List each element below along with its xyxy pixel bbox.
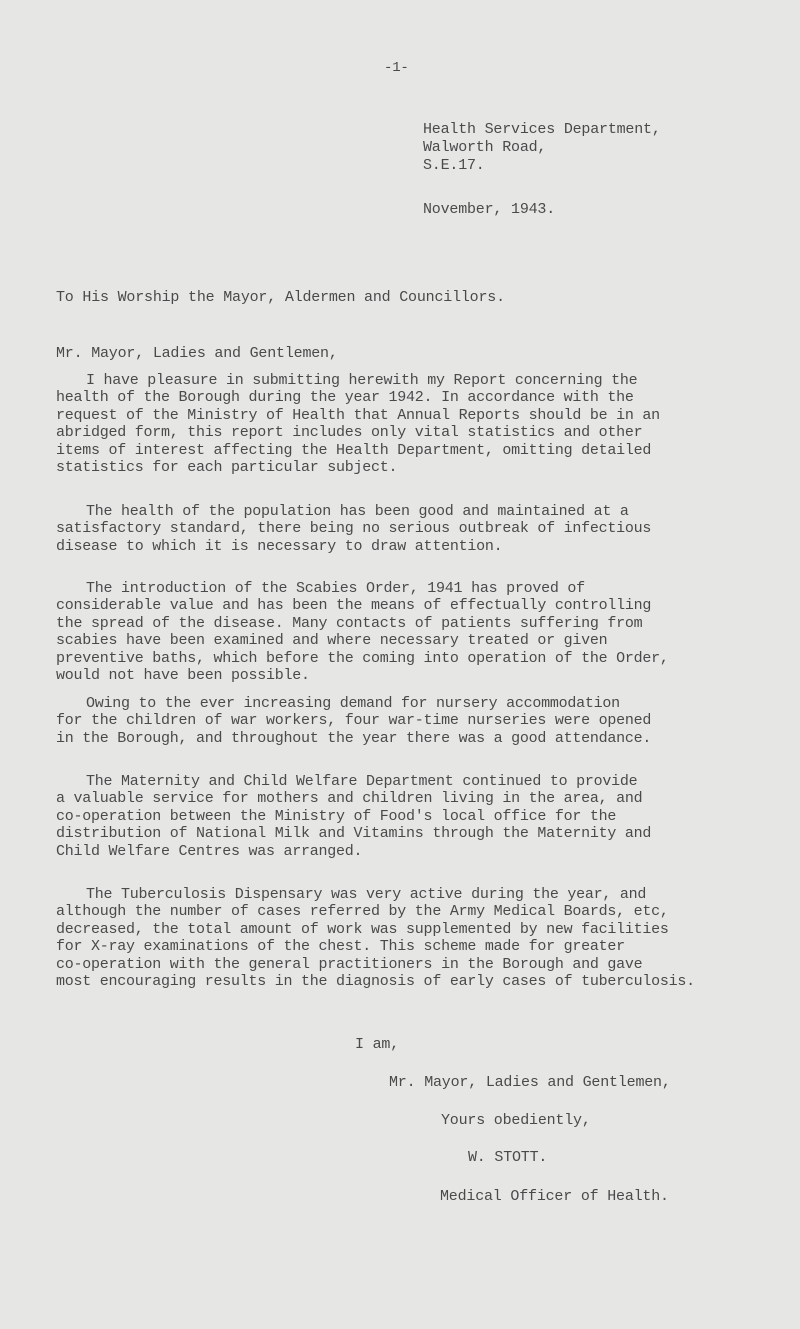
text-line: decreased, the total amount of work was supplemented by new facilities xyxy=(56,920,669,938)
text-line: Owing to the ever increasing demand for nursery accommodation xyxy=(86,695,620,712)
text-line: health of the Borough during the year 1942. In accordance with the xyxy=(56,389,634,407)
closing-i-am: I am, xyxy=(355,1036,400,1053)
text-line: co-operation between the Ministry of Food's local office for the xyxy=(56,807,617,825)
paragraph-tuberculosis xyxy=(56,886,796,990)
text-line: co-operation with the general practitioners in the Borough and gave xyxy=(56,955,643,973)
text-line: scabies have been examined and where necessary treated or given xyxy=(56,632,608,650)
paragraph-nurseries xyxy=(56,695,796,747)
address-department: Health Services Department, xyxy=(423,121,661,138)
text-line: for the children of war workers, four war-time nurseries were opened xyxy=(56,712,652,730)
signatory-title: Medical Officer of Health. xyxy=(440,1188,669,1205)
text-line: for X-ray examinations of the chest. This scheme made for greater xyxy=(56,938,625,956)
text-line: most encouraging results in the diagnosis of early cases of tuberculosis. xyxy=(56,973,695,991)
address-postcode: S.E.17. xyxy=(423,157,485,174)
closing-yours: Yours obediently, xyxy=(441,1112,591,1129)
text-line: request of the Ministry of Health that Annual Reports should be in an xyxy=(56,406,660,424)
signatory-name: W. STOTT. xyxy=(468,1149,548,1166)
paragraph-annual-report xyxy=(56,372,796,476)
closing-address-line: Mr. Mayor, Ladies and Gentlemen, xyxy=(389,1074,671,1091)
text-line: The Tuberculosis Dispensary was very active during the year, and xyxy=(86,886,647,903)
text-line: abridged form, this report includes only vital statistics and other xyxy=(56,424,643,442)
paragraph-health xyxy=(56,503,796,555)
text-line: would not have been possible. xyxy=(56,667,310,685)
page-number: -1- xyxy=(384,60,409,76)
text-line: statistics for each particular subject. xyxy=(56,459,398,477)
text-line: satisfactory standard, there being no serious outbreak of infectious xyxy=(56,520,652,538)
text-line: disease to which it is necessary to draw attention. xyxy=(56,537,503,555)
text-line: The Maternity and Child Welfare Department continued to provide xyxy=(86,773,638,790)
text-line: items of interest affecting the Health Department, omitting detailed xyxy=(56,441,652,459)
letter-date: November, 1943. xyxy=(423,201,556,218)
text-line: considerable value and has been the means of effectually controlling xyxy=(56,597,652,615)
text-line: preventive baths, which before the coming into operation of the Order, xyxy=(56,649,669,667)
addressee: To His Worship the Mayor, Aldermen and Councillors. xyxy=(56,289,505,306)
text-line: The introduction of the Scabies Order, 1941 has proved of xyxy=(86,580,585,597)
text-line: although the number of cases referred by the Army Medical Boards, etc, xyxy=(56,903,669,921)
text-line: in the Borough, and throughout the year there was a good attendance. xyxy=(56,729,652,747)
text-line: the spread of the disease. Many contacts of patients suffering from xyxy=(56,614,643,632)
paragraph-maternity xyxy=(56,773,796,860)
text-line: distribution of National Milk and Vitamins through the Maternity and xyxy=(56,825,652,843)
salutation: Mr. Mayor, Ladies and Gentlemen, xyxy=(56,345,338,362)
address-street: Walworth Road, xyxy=(423,139,547,156)
text-line: a valuable service for mothers and children living in the area, and xyxy=(56,790,643,808)
text-line: The health of the population has been good and maintained at a xyxy=(86,503,629,520)
text-line: I have pleasure in submitting herewith my Report concerning the xyxy=(86,372,638,389)
paragraph-scabies xyxy=(56,580,796,684)
text-line: Child Welfare Centres was arranged. xyxy=(56,842,363,860)
